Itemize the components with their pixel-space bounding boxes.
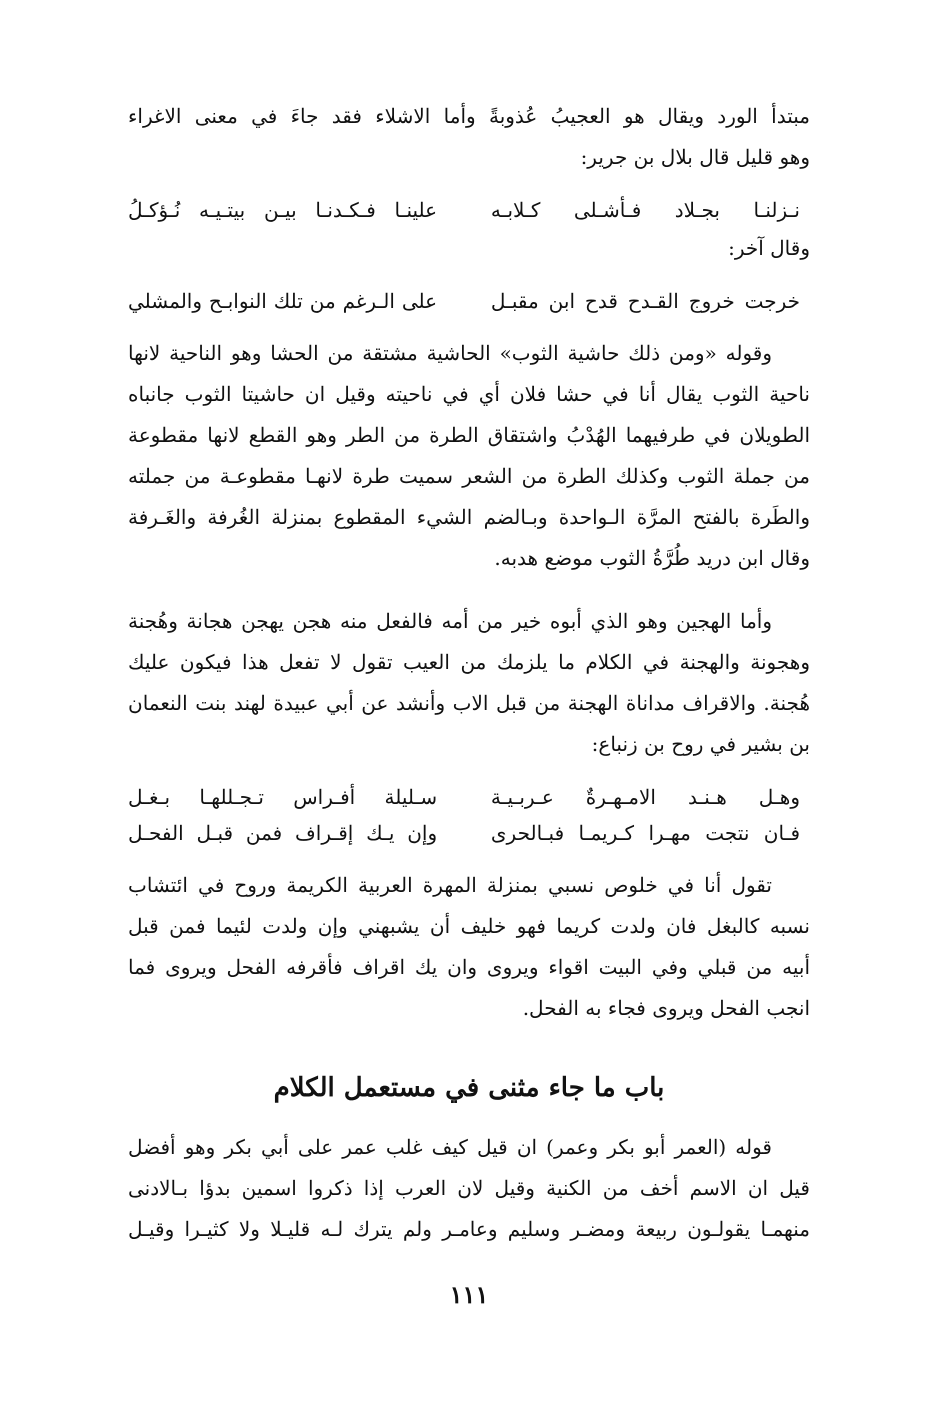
section-heading: باب ما جاء مثنى في مستعمل الكلام [273, 1073, 665, 1103]
verse-first-hemistich: وهـل هـنـد الامـهـرةٌ عـربـيـة [490, 785, 800, 809]
text-line: والطَرة بالفتح المرَّة الـواحدة وبـالضم الشيء المقطوع بمنزلة الغُرفة والغَـرفة [128, 505, 810, 529]
verse-second-hemistich: سـليلة أفـراس تـجـللهـا بـغـل [128, 785, 438, 809]
text-line: أبيه من قبلي وفي البيت اقواء ويروى وان يك اقراف فأقرفه الفحل ويروى فما [128, 955, 810, 979]
text-line: قيل ان الاسم أخف من الكنية وقيل لان العرب إذا ذكروا اسمين بدؤا بـالادنى [128, 1176, 810, 1200]
verse-couplet-3a [128, 779, 810, 815]
paragraph-hajin [128, 601, 810, 765]
verse-first-hemistich: نـزلنـا بجـلاد فـأشـلى كـلابـه [490, 198, 800, 222]
text-line: منهمـا يقولـون ربيعة ومضـر وسليم وعامـر ولم يترك لـه قليـلا ولا كثيـرا وقيـل [128, 1217, 810, 1241]
verse-second-hemistich: على الـرغم من تلك النوابـح والمشلي [128, 289, 438, 313]
text-line: هُجنة. والاقراف مداناة الهجنة من قبل الاب وأنشد عن أبي عبيدة لهند بنت النعمان [128, 691, 810, 715]
paragraph-hashiya [128, 333, 810, 579]
verse-couplet-2 [128, 283, 810, 319]
paragraph-explanation [128, 865, 810, 1029]
text-line: مبتدأ الورد ويقال هو العجيبُ عُذوبةً وأما الاشلاء فقد جاءَ في معنى الاغراء [128, 104, 810, 128]
text-line: وقال ابن دريد طُرَّةُ الثوب موضع هدبه. [494, 546, 810, 570]
paragraph-umar [128, 1127, 810, 1250]
text-line: من جملة الثوب وكذلك الطرة من الشعر سميت طرة لانهـا مقطوعـة من جملته [128, 464, 810, 488]
verse-second-hemistich: علينـا فـكـدنـا بيـن بيتـيـه نُـؤكـلُ [128, 198, 438, 222]
text-line: بن بشير في روح بن زنباع: [591, 732, 810, 756]
text-line: وقوله «ومن ذلك حاشية الثوب» الحاشية مشتقة من الحشا وهو الناحية لانها [128, 341, 773, 365]
text-line: وأما الهجين وهو الذي أبوه خير من أمه فالفعل منه هجن يهجن هجانة وهُجنة [128, 609, 772, 633]
text-line: نسبه كالبغل فان ولدت كريما فهو خليف أن يشبهني وإن ولدت لئيما فمن قبل [128, 914, 810, 938]
verse-first-hemistich: فـان نتجت مهـرا كـريمـا فبـالحرى [490, 821, 800, 845]
text-line: وقال آخر: [728, 236, 810, 260]
text-line: قوله (العمر أبو بكر وعمر) ان قيل كيف غلب عمر على أبي بكر وهو أفضل [128, 1135, 772, 1159]
verse-first-hemistich: خرجت خروج القـدح قدح ابن مقبـل [490, 289, 800, 313]
text-line: وهو قليل قال بلال بن جرير: [580, 145, 810, 169]
page-number: ١١١ [449, 1280, 489, 1309]
verse-couplet-3b [128, 815, 810, 851]
verse-couplet-1 [128, 192, 810, 228]
text-line: انجب الفحل ويروى فجاء به الفحل. [522, 996, 810, 1020]
text-line: تقول أنا في خلوص نسبي بمنزلة المهرة العربية الكريمة وروح في ائتشاب [128, 873, 772, 897]
text-line: وهجونة والهجنة في الكلام ما يلزمك من العيب تقول لا تفعل هذا فيكون عليك [128, 650, 810, 674]
verse-second-hemistich: وإن يـك إقـراف فمن قبـل الفحـل [128, 821, 438, 845]
verse-block-3 [128, 779, 810, 851]
text-line: ناحية الثوب يقال أنا في حشا فلان أي في ناحيته وقيل ان حاشيتا الثوب جانباه [128, 382, 810, 406]
top-paragraph [128, 96, 810, 178]
text-line: الطويلان في طرفيهما الهُدْبُ واشتقاق الطرة من الطر وهو القطع لانها مقطوعة [128, 423, 810, 447]
